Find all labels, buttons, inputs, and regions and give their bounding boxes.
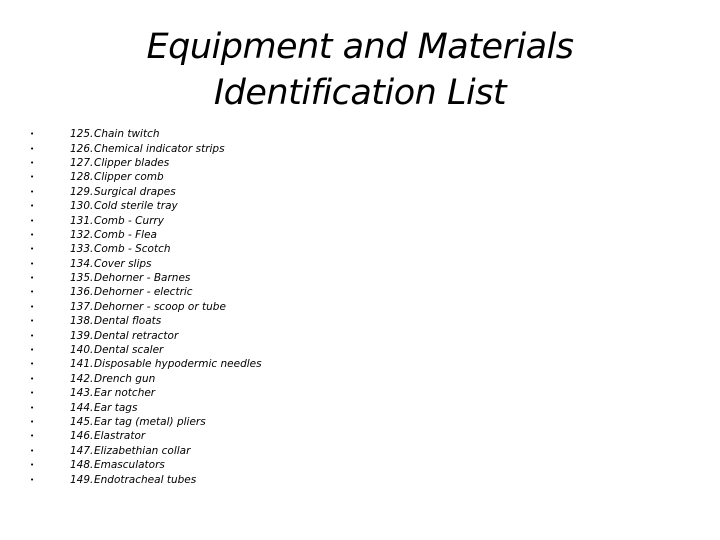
list-item <box>30 257 262 271</box>
item-number: 125. <box>70 128 94 141</box>
item-label: Drench gun <box>94 372 156 385</box>
title-line-1: Equipment and Materials <box>146 27 574 67</box>
item-number: 144. <box>70 401 94 414</box>
bullet-icon: • <box>30 432 35 441</box>
list-item <box>30 458 262 472</box>
item-label: Chemical indicator strips <box>94 142 225 155</box>
item-label: Chain twitch <box>94 128 160 141</box>
item-number: 143. <box>70 387 94 400</box>
item-label: Ear tag (metal) pliers <box>94 416 206 428</box>
item-label: Disposable hypodermic needles <box>94 358 262 371</box>
list-item <box>30 400 262 414</box>
list-item <box>30 228 262 242</box>
item-label: Surgical drapes <box>94 185 176 198</box>
item-label: Clipper comb <box>94 171 164 184</box>
equipment-list <box>30 127 262 487</box>
list-item <box>30 372 262 386</box>
bullet-icon: • <box>30 216 35 225</box>
bullet-icon: • <box>30 288 35 297</box>
item-number: 137. <box>70 300 94 313</box>
item-label: Dental scaler <box>94 344 164 357</box>
list-item <box>30 141 262 155</box>
list-item <box>30 415 262 429</box>
item-number: 128. <box>70 171 94 184</box>
bullet-icon: • <box>30 374 35 383</box>
bullet-icon: • <box>30 202 35 211</box>
item-number: 138. <box>70 315 94 328</box>
bullet-icon: • <box>30 418 35 426</box>
item-number: 126. <box>70 142 94 155</box>
item-number: 145. <box>70 416 94 428</box>
item-label: Dehorner - scoop or tube <box>94 300 226 313</box>
item-number: 146. <box>70 430 94 443</box>
list-item <box>30 170 262 184</box>
bullet-icon: • <box>30 173 35 182</box>
bullet-icon: • <box>30 360 35 369</box>
bullet-icon: • <box>30 245 35 254</box>
bullet-icon: • <box>30 259 35 268</box>
item-number: 127. <box>70 156 94 169</box>
item-label: Dental floats <box>94 315 162 328</box>
item-number: 131. <box>70 214 94 227</box>
list-item <box>30 472 262 486</box>
item-number: 136. <box>70 286 94 299</box>
item-number: 148. <box>70 459 94 472</box>
list-item <box>30 127 262 141</box>
list-item <box>30 444 262 458</box>
bullet-icon: • <box>30 230 35 239</box>
list-item <box>30 213 262 227</box>
bullet-icon: • <box>30 187 35 196</box>
item-number: 139. <box>70 329 94 342</box>
item-label: Dehorner - electric <box>94 286 193 299</box>
list-item <box>30 386 262 400</box>
list-item <box>30 271 262 285</box>
list-item <box>30 357 262 371</box>
item-number: 135. <box>70 272 94 285</box>
bullet-icon: • <box>30 144 35 153</box>
item-label: Comb - Scotch <box>94 243 171 256</box>
item-number: 129. <box>70 185 94 198</box>
item-number: 132. <box>70 228 94 241</box>
list-item <box>30 429 262 443</box>
item-label: Cold sterile tray <box>94 200 178 213</box>
list-item <box>30 314 262 328</box>
item-label: Elastrator <box>94 430 146 443</box>
list-item <box>30 199 262 213</box>
item-label: Clipper blades <box>94 156 170 169</box>
list-item <box>30 285 262 299</box>
item-label: Dehorner - Barnes <box>94 272 191 285</box>
item-label: Dental retractor <box>94 329 179 342</box>
bullet-icon: • <box>30 403 35 412</box>
page-title <box>0 24 720 116</box>
item-number: 140. <box>70 344 94 357</box>
item-label: Ear tags <box>94 401 138 414</box>
item-label: Comb - Curry <box>94 214 164 227</box>
bullet-icon: • <box>30 302 35 311</box>
list-item <box>30 156 262 170</box>
item-number: 149. <box>70 473 94 486</box>
item-label: Elizabethian collar <box>94 444 191 457</box>
item-label: Endotracheal tubes <box>94 473 197 486</box>
bullet-icon: • <box>30 346 35 355</box>
item-label: Cover slips <box>94 257 152 270</box>
item-number: 141. <box>70 358 94 371</box>
item-number: 147. <box>70 444 94 457</box>
bullet-icon: • <box>30 158 35 167</box>
bullet-icon: • <box>30 461 35 470</box>
list-item <box>30 300 262 314</box>
item-label: Emasculators <box>94 459 165 472</box>
item-number: 130. <box>70 200 94 213</box>
bullet-icon: • <box>30 475 35 484</box>
bullet-icon: • <box>30 446 35 455</box>
list-item <box>30 343 262 357</box>
title-line-2: Identification List <box>213 73 507 113</box>
bullet-icon: • <box>30 274 35 283</box>
bullet-icon: • <box>30 130 35 139</box>
bullet-icon: • <box>30 389 35 398</box>
bullet-icon: • <box>30 317 35 326</box>
list-item <box>30 242 262 256</box>
item-label: Comb - Flea <box>94 228 157 241</box>
item-number: 133. <box>70 243 94 256</box>
item-number: 134. <box>70 257 94 270</box>
list-item <box>30 185 262 199</box>
bullet-icon: • <box>30 331 35 340</box>
list-item <box>30 328 262 342</box>
item-number: 142. <box>70 372 94 385</box>
item-label: Ear notcher <box>94 387 156 400</box>
